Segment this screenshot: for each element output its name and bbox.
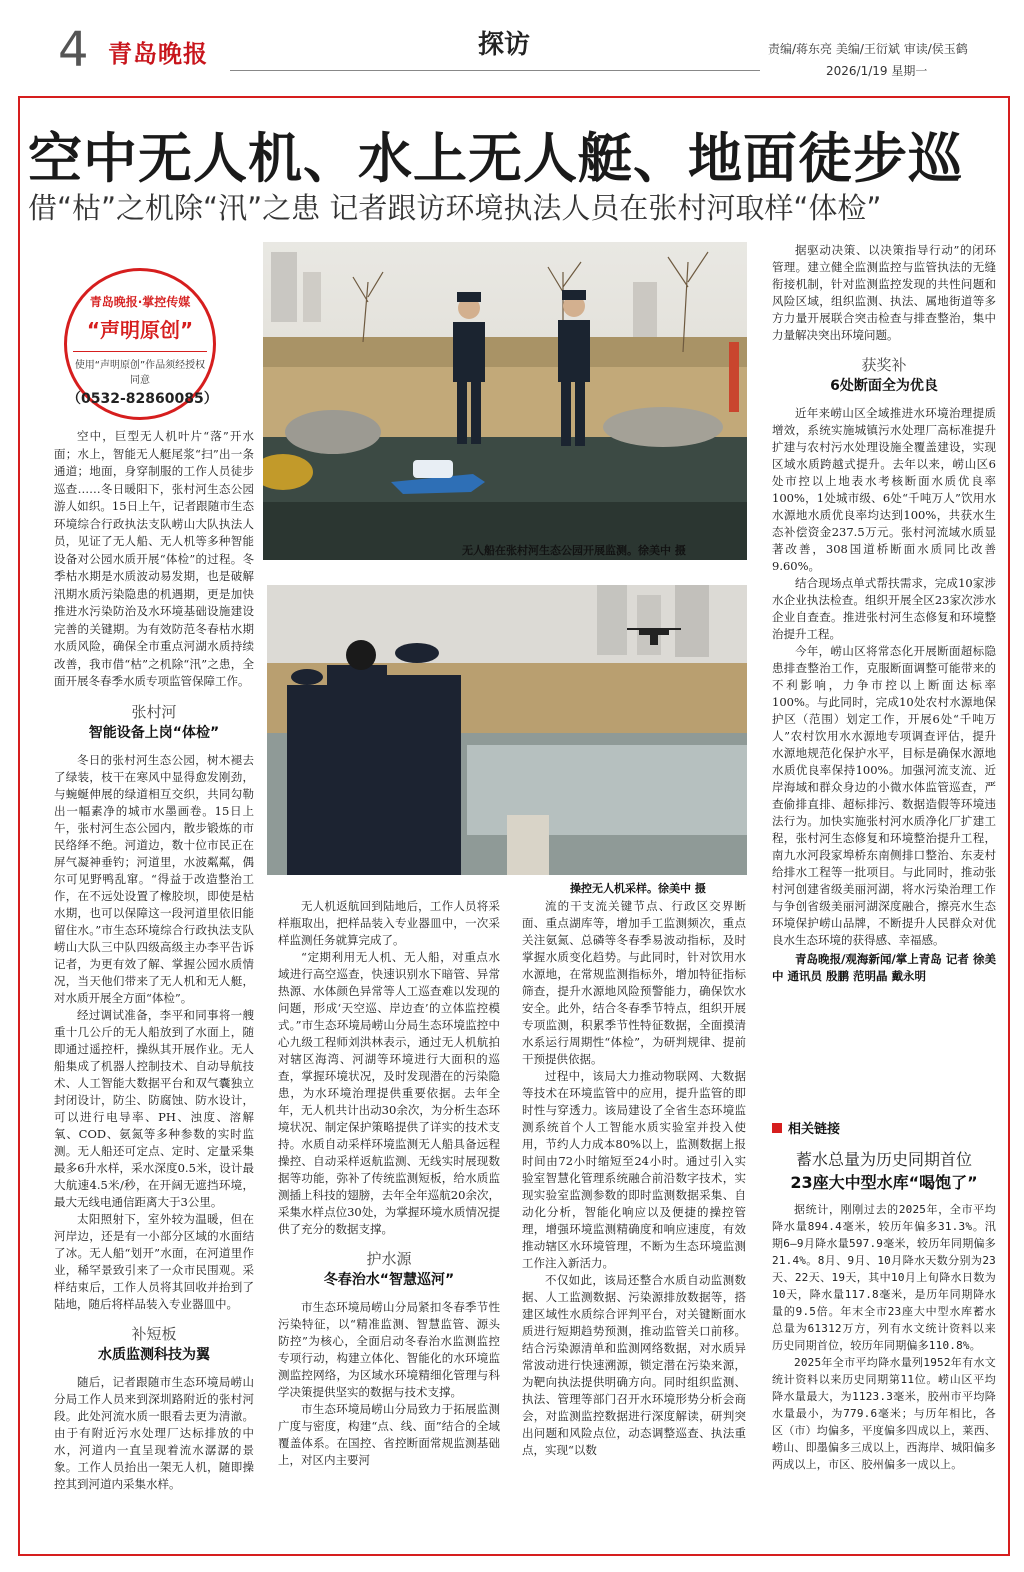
- subhead-smart-devices: 智能设备上岗“体检”: [88, 724, 220, 741]
- page-number: 4: [58, 22, 89, 78]
- column-3: [522, 898, 746, 1548]
- column-2: [278, 898, 500, 1548]
- column-4: [772, 242, 996, 1112]
- headline: 空中无人机、水上无人艇、地面徒步巡: [28, 127, 963, 190]
- column-1: [54, 428, 254, 1548]
- paragraph: 据统计，刚刚过去的2025年，全市平均降水量894.4毫米，较历年偏多31.3%。汛期6—9月降水量597.9毫米，较历年同期偏多21.4%。8月、9月、10月降水天数分别为23天、22天、19天，其中10月上旬降水日数为10天，降水量117.8毫米，是历年同期降水量的9.5倍。年末全市23座大中型水库蓄水总量为61312万方，列有水文统计资料以来历史同期首位，较历年同期偏多110.8%。: [772, 1203, 996, 1352]
- subhead-smart-patrol: 冬春治水“智慧巡河”: [323, 1272, 455, 1288]
- stamp-phone: （0532-82860085）: [67, 391, 218, 407]
- subheadline: 借“枯”之机除“汛”之患 记者跟访环境执法人员在张村河取样“体检”: [28, 191, 882, 225]
- related-title-line2: 23座大中型水库“喝饱了”: [790, 1173, 978, 1192]
- masthead: [0, 0, 1024, 90]
- photo-drone-sampling: [267, 585, 747, 875]
- stamp-line2: “声明原创”: [86, 318, 194, 342]
- related-label: [772, 1118, 996, 1137]
- paragraph: 近年来崂山区全域推进水环境治理提质增效，系统实施城镇污水处理厂高标准提升扩建与农村污水处理设施全覆盖建设，实现区域水质跨越式提升。去年以来，崂山区6处市控以上地表水考核断面水质优良率100%，1处城市级、6处“千吨万人”饮用水水源地水质优良率均达到100%，共获水生态补偿资金237.5万元。张村河流域水质显著改善，308国道桥断面水质同比改善9.60%。: [772, 406, 996, 573]
- paragraph: 无人机返航回到陆地后，工作人员将采样瓶取出，把样品装入专业器皿中，一次采样监测任务就算完成了。: [278, 899, 500, 947]
- paragraph: 太阳照射下，室外较为温暖，但在河岸边，还是有一小部分区域的水面结了冰。无人船“划开”水面，在河道里作业，稀罕景致引来了一众市民围观。采样结束后，工作人员将其回收并抬到了陆地，随后将样品装入专业器皿中。: [54, 1211, 254, 1311]
- red-square-icon: [772, 1123, 782, 1133]
- paragraph: 流的干支流关键节点、行政区交界断面、重点湖库等，增加手工监测频次，重点关注氨氮、总磷等冬春季易波动指标，及时掌握水质变化趋势。与此同时，针对饮用水水源地，在常规监测指标外，增加特征指标筛查，提升水源地风险预警能力，确保饮水安全。此外，结合冬春季节特点，组织开展专项监测，积累季节性特征数据，全面摸清水系运行周期性“体检”，为研判规律、提前干预提供依据。: [522, 899, 746, 1066]
- original-statement-stamp: [64, 268, 216, 420]
- related-title-line1: 蓄水总量为历史同期首位: [795, 1150, 972, 1169]
- paragraph: 随后，记者跟随市生态环境局崂山分局工作人员来到深圳路附近的张村河段。此处河流水质一眼看去更为清澈。由于有附近污水处理厂达标排放的中水，河道内一直呈现着流水潺潺的景象。工作人员抬出一架无人机，随即操控其到河道内采集水样。: [54, 1374, 254, 1491]
- stamp-line1: 青岛晚报·掌控传媒: [89, 295, 191, 309]
- paragraph: 过程中，该局大力推动物联网、大数据等技术在环境监管中的应用，提升监管的即时性与穿透力。该局建设了全省生态环境监测系统首个人工智能水质实验室并投入使用，节约人力成本80%以上，监测数据上报时间由72小时缩短至24小时。通过引入实验室智慧化管理系统融合前沿数字技术，实现实验室监测参数的即时监测数据采集、自动化分析，智能化响应以及便捷的操控管理，增强环境监测精确度和响应速度，有效推动辖区水环境管理，不断为生态环境监测工作注入新活力。: [522, 1069, 746, 1270]
- staff-credits: 责编/蒋东亮 美编/王衍斌 审读/侯玉鹤: [768, 42, 968, 56]
- photo1-caption: 无人船在张村河生态公园开展监测。徐美中 摄: [462, 544, 686, 557]
- lede-paragraph: 空中，巨型无人机叶片“落”开水面；水上，智能无人艇尾浆“扫”出一条通道；地面，身穿制服的工作人员徒步巡查……冬日暖阳下，张村河生态公园游人如织。15日上午，记者跟随市生态环境综合行政执法支队崂山大队执法人员，见证了无人船、无人机等多种智能设备对公园水质开展“体检”的过程。冬季枯水期是水质波动易发期，也是破解汛期水质污染隐患的机遇期，更是加快推进水污染防治及水环境基础设施建设完善的关键期。为有效防范冬春枯水期水质风险，确保全市重点河湖水质持续改善，我市借“枯”之机除“汛”之患，全面开展冬春季水质专项监管保障工作。: [54, 429, 254, 688]
- paragraph: 市生态环境局崂山分局紧扣冬春季节性污染特征，以“精准监测、智慧监管、源头防控”为核心，全面启动冬春治水监测监控专项行动，构建立体化、智能化的水环境监测监控网络，为区域水环境精细化管理与科学决策提供坚实的数据与技术支撑。: [278, 1300, 500, 1399]
- paragraph: 不仅如此，该局还整合水质自动监测数据、人工监测数据、污染源排放数据等，搭建区域性水质综合评判平台，对关键断面水质进行短期趋势预测，推动监管关口前移。结合污染源清单和监测网络数据，对水质异常波动进行快速溯源，锁定潜在污染来源，为靶向执法提供明确方向。同时组织监测、执法、管理等部门召开水环境形势分析会商会，对监测监控数据进行深度解读，研判突出问题和风险点位，动态调整巡查、执法重点，实现“以数: [522, 1273, 746, 1457]
- issue-date: 2026/1/19 星期一: [826, 64, 928, 78]
- subhead-six-sections: 6处断面全为优良: [830, 378, 938, 394]
- photo-unmanned-boat: [263, 242, 747, 560]
- paragraph: 今年，崂山区将常态化开展断面超标隐患排查整治工作，克服断面调整可能带来的不利影响，力争市控以上断面达标率100%。与此同时，完成10处农村水源地保护区（范围）划定工作，开展6处“千吨万人”农村饮用水水源地专项调查评估，提升水源地规范化保护水平，目标是确保水源地水质优良率保持100%。加强河流支流、近岸海域和群众身边的小微水体监管巡查，严查偷排直排、超标排污、数据造假等环境违法行为。加快实施张村河水质净化厂扩建工程，张村河生态修复和环境整治提升工程，南九水河段家埠桥东南侧排口整治、东麦村给排水工程等一批项目。与此同时，推动张村河创建省级美丽河湖，将水污染治理工作与争创省级美丽河湖深度融合，擦亮水生态环境保护崂山品牌，不断提升人民群众对优良水生态环境的获得感、幸福感。: [772, 644, 996, 947]
- paragraph: “定期利用无人机、无人船，对重点水域进行高空巡查，快速识别水下暗管、异常热源、水体颜色异常等人工巡查难以发现的问题，形成‘天空巡、岸边查’的立体监控模式。”市生态环境局崂山分局生态环境监控中心九级工程师刘洪林表示，通过无人机航拍对辖区海湾、河湖等环境进行大面积的巡查，掌握环境状况，及时发现潜在的污染隐患，为水环境治理提供重要依据。去年全年，无人机共计出动30余次，为分析生态环境状况、制定保护策略提供了详实的技术支持。水质自动采样环境监测无人船具备远程操控、自动采样返航监测、无线实时展现数据等功能，弥补了传统监测短板，给水质监测插上科技的翅膀，去年全年巡航20余次，采集水样点位30处，为掌握环境水质情况提供了充分的数据支撑。: [278, 950, 500, 1236]
- subhead-zhangcunhe: 张村河: [131, 702, 177, 721]
- subhead-tech-wings: 水质监测科技为翼: [98, 1346, 210, 1363]
- byline: 青岛晚报/观海新闻/掌上青岛 记者 徐美中 通讯员 殷鹏 范明晶 戴永明: [772, 952, 996, 983]
- section-title: 探访: [478, 30, 531, 60]
- subhead-shortboard: 补短板: [131, 1324, 177, 1343]
- paragraph: 结合现场点单式帮扶需求，完成10家涉水企业执法检查。组织开展全区23家次涉水企业自查查。推进张村河生态修复和环境整治提升工程。: [772, 576, 996, 641]
- paragraph: 冬日的张村河生态公园，树木褪去了绿装，枝干在寒风中显得愈发刚劲，与蜿蜒伸展的绿道相互交织，共同勾勒出一幅素净的城市水墨画卷。15日上午，张村河生态公园内，散步锻炼的市民络绎不绝。河道边，数十位市民正在屏气凝神垂钓；河道里，水波粼粼，偶尔可见野鸭乱窜。“得益于改造整治工作，在不远处设置了橡胶坝，即使是枯水期，也可以保障这一段河道里依旧能留住水。”市生态环境综合行政执法支队崂山大队三中队四级高级主办李平告诉记者，为更有效了解、掌握公园水质情况，当天他们带来了无人机和无人艇，对水质开展全方面“体检”。: [54, 752, 254, 1005]
- related-body: [772, 1201, 996, 1473]
- related-label-text: 相关链接: [788, 1122, 841, 1137]
- subhead-award: 获奖补: [861, 356, 907, 374]
- masthead-divider: [230, 70, 760, 71]
- paper-name-logo: 青岛晚报: [108, 39, 208, 68]
- stamp-line3: 使用“声明原创”作品须经授权同意: [73, 351, 207, 386]
- paragraph: 经过调试准备，李平和同事将一艘重十几公斤的无人船放到了水面上，随即通过遥控杆，操纵其开展作业。无人船集成了机器人控制技术、自动导航技术、人工智能大数据平台和双气囊独立封闭设计，防尘、防腐蚀、防水设计，可以进行电导率、PH、浊度、溶解氧、COD、氨氮等多种参数的实时监测。无人船还可定点、定时、定量采集最多6升水样，采水深度0.5米，设计最大航速4.5米/秒，在开阔无遮挡环境，最大无线电通信距离大于3公里。: [54, 1007, 254, 1209]
- paragraph: 市生态环境局崂山分局致力于拓展监测广度与密度，构建“点、线、面”结合的全域覆盖体系。在国控、省控断面常规监测基础上，对区内主要河: [278, 1402, 500, 1467]
- subhead-protect-water: 护水源: [366, 1250, 412, 1268]
- photo2-caption: 操控无人机采样。徐美中 摄: [570, 882, 706, 895]
- paragraph: 2025年全市平均降水量列1952年有水文统计资料以来历史同期第11位。崂山区平均降水量最大，为1123.3毫米，胶州市平均降水量最小，为779.6毫米；与历年相比，各区（市）均偏多，平度偏多四成以上，莱西、崂山、即墨偏多三成以上，西海岸、城阳偏多两成以上，市区、胶州偏多一成以上。: [772, 1356, 996, 1471]
- paragraph: 据驱动决策、以决策指导行动”的闭环管理。建立健全监测监控与监管执法的无缝衔接机制，针对监测监控发现的共性问题和风险区域，组织监测、执法、属地街道等多方力量开展联合突击检查与排查整治，集中力量解决突出环境问题。: [772, 243, 996, 342]
- related-box: [772, 1118, 996, 1550]
